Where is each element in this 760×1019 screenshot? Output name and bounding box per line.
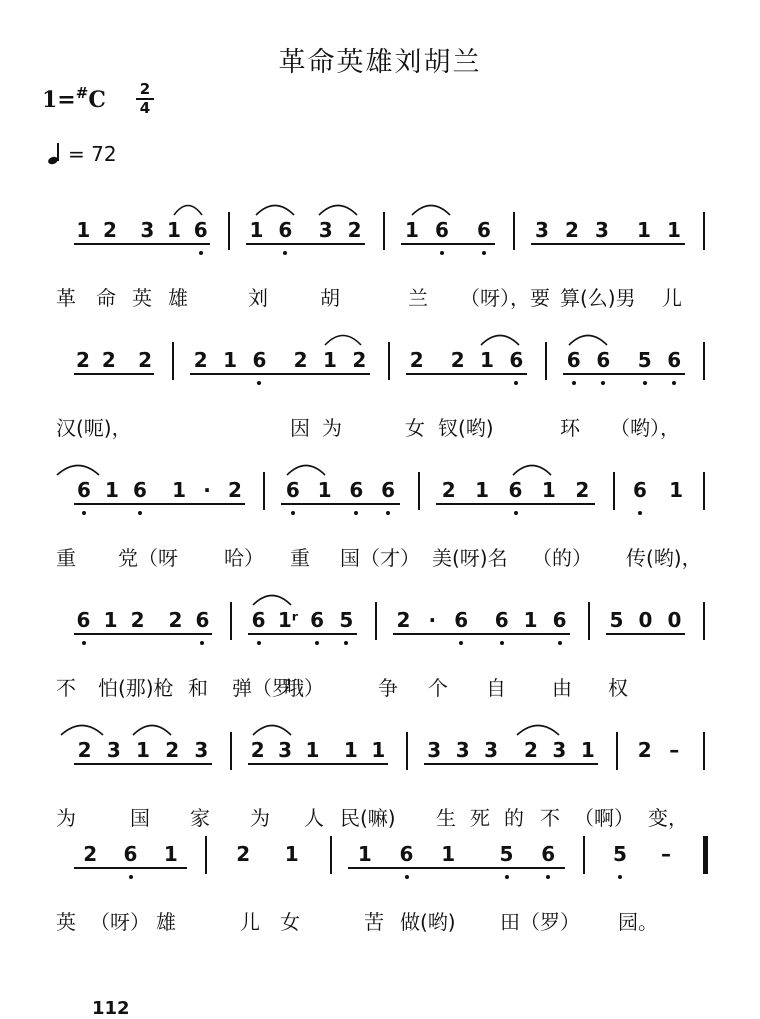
slur-arc [252, 722, 292, 736]
low-octave-dot-icon [138, 511, 142, 515]
jianpu-note: 3 [194, 738, 209, 762]
low-octave-dot-icon [129, 875, 133, 879]
lyric-syllable: 不 [540, 806, 560, 830]
time-signature-bottom: 4 [139, 99, 151, 117]
jianpu-note: 1 [667, 218, 681, 242]
lyrics-row [0, 672, 760, 702]
beam-line [246, 243, 365, 245]
lyrics-row [0, 412, 760, 442]
jianpu-note: 1 [322, 348, 337, 372]
lyric-syllable: （啊） [574, 806, 634, 830]
jianpu-note: 1 [343, 738, 358, 762]
jianpu-note: 3 [484, 738, 499, 762]
beam-line [401, 243, 495, 245]
jianpu-note: 2 [193, 348, 208, 372]
barline [588, 602, 590, 640]
jianpu-note: 1 [305, 738, 320, 762]
jianpu-note: 2 [250, 738, 265, 762]
lyric-syllable: 不 [56, 676, 76, 700]
low-octave-dot-icon [514, 511, 518, 515]
jianpu-note: 6 [283, 478, 303, 502]
jianpu-note: 3 [140, 218, 155, 242]
jianpu-note: 1 [669, 478, 684, 502]
barline [406, 732, 408, 770]
jianpu-note: 3 [535, 218, 549, 242]
lyric-syllable: 命 [96, 286, 116, 310]
jianpu-note: 2 [77, 738, 92, 762]
jianpu-note: 0 [667, 608, 682, 632]
jianpu-note: 1 [136, 738, 150, 762]
jianpu-note: 6 [630, 478, 650, 502]
jianpu-note: 1 [523, 608, 538, 632]
jianpu-note: 5 [610, 842, 630, 866]
jianpu-note: 6 [397, 842, 417, 866]
barline [388, 342, 390, 380]
jianpu-note: 1 [480, 348, 494, 372]
barline [263, 472, 265, 510]
key-letter: C [88, 87, 106, 113]
lyric-syllable: 钗(哟) [438, 416, 494, 440]
slur-arc [252, 592, 292, 606]
low-octave-dot-icon [500, 641, 504, 645]
lyric-syllable: 胡 [320, 286, 340, 310]
jianpu-note: 2 [347, 218, 362, 242]
lyric-syllable: 为 [250, 806, 270, 830]
low-octave-dot-icon [200, 641, 204, 645]
lyric-syllable: 怕(那)枪 [98, 676, 174, 700]
beam-line [74, 243, 210, 245]
beam-line [281, 503, 400, 505]
lyric-syllable: 和 [188, 676, 208, 700]
jianpu-note: 6 [378, 478, 398, 502]
jianpu-note: 1 [172, 478, 187, 502]
lyric-syllable: 为 [56, 806, 76, 830]
low-octave-dot-icon [638, 511, 642, 515]
jianpu-note: – [661, 842, 671, 866]
jianpu-note: 6 [249, 348, 269, 372]
barline [703, 732, 705, 770]
lyric-syllable: 家 [190, 806, 210, 830]
jianpu-note: 6 [474, 218, 494, 242]
low-octave-dot-icon [440, 251, 444, 255]
jianpu-note: 1 [76, 218, 91, 242]
lyric-syllable: 算(么)男 [560, 286, 636, 310]
low-octave-dot-icon [283, 251, 287, 255]
low-octave-dot-icon [315, 641, 319, 645]
lyrics-row [0, 542, 760, 572]
jianpu-note: 6 [538, 842, 558, 866]
jianpu-note: 2 [168, 608, 183, 632]
low-octave-dot-icon [291, 511, 295, 515]
lyric-syllable: 儿 [662, 286, 682, 310]
low-octave-dot-icon [514, 381, 518, 385]
jianpu-note: 3 [278, 738, 293, 762]
low-octave-dot-icon [572, 381, 576, 385]
jianpu-note: 2 [441, 478, 456, 502]
jianpu-note: 2 [130, 608, 145, 632]
jianpu-note: 3 [106, 738, 121, 762]
beam-line [248, 633, 357, 635]
barline [172, 342, 174, 380]
jianpu-note: 2 [575, 478, 590, 502]
slur-arc [60, 722, 104, 736]
lyric-syllable: 苦 [364, 910, 384, 934]
beam-line [348, 867, 565, 869]
slur-arc [512, 462, 552, 476]
song-title: 革命英雄刘胡兰 [278, 47, 482, 78]
slur-arc [56, 462, 100, 476]
notes-row [0, 218, 760, 258]
beam-line [393, 633, 570, 635]
beam-line [424, 763, 598, 765]
notation-system [0, 196, 760, 316]
beam-line [563, 373, 685, 375]
key-signature [42, 84, 106, 113]
low-octave-dot-icon [672, 381, 676, 385]
lyric-syllable: 争 [378, 676, 398, 700]
barline [230, 732, 232, 770]
jianpu-note: 1 [637, 218, 651, 242]
jianpu-note: 2 [236, 842, 251, 866]
slur-arc [173, 202, 203, 216]
time-signature-top: 2 [139, 80, 151, 98]
barline [613, 472, 615, 510]
jianpu-note: 2 [352, 348, 367, 372]
jianpu-note: 5 [497, 842, 517, 866]
lyric-syllable: 英 [132, 286, 152, 310]
jianpu-note: 6 [451, 608, 471, 632]
sharp-icon: # [75, 84, 89, 102]
barline [616, 732, 618, 770]
slur-arc [286, 462, 326, 476]
lyric-syllable: （呀） [90, 910, 150, 934]
low-octave-dot-icon [82, 641, 86, 645]
slur-arc [516, 722, 560, 736]
jianpu-note: 6 [74, 608, 94, 632]
jianpu-note: 1 [284, 842, 299, 866]
jianpu-note: 5 [336, 608, 356, 632]
lyric-syllable: 革 [56, 286, 76, 310]
beam-line [74, 633, 212, 635]
jianpu-note: 1 [223, 348, 238, 372]
jianpu-note: 6 [121, 842, 141, 866]
jianpu-note: 1 [441, 842, 456, 866]
jianpu-note: 1 [249, 218, 264, 242]
lyric-syllable: 死 [470, 806, 490, 830]
beam-line [248, 763, 388, 765]
low-octave-dot-icon [505, 875, 509, 879]
lyric-syllable: （呀），要 [460, 286, 550, 310]
lyric-syllable: 园。 [618, 910, 658, 934]
low-octave-dot-icon [459, 641, 463, 645]
notes-row [0, 738, 760, 778]
lyric-syllable: 传(哟)， [626, 546, 702, 570]
jianpu-note: 3 [427, 738, 442, 762]
lyric-syllable: 人 [304, 806, 324, 830]
low-octave-dot-icon [257, 641, 261, 645]
lyric-syllable: 为 [322, 416, 342, 440]
jianpu-note: 1 [371, 738, 386, 762]
jianpu-note: 3 [455, 738, 470, 762]
low-octave-dot-icon [199, 251, 203, 255]
jianpu-note: 6 [74, 478, 94, 502]
low-octave-dot-icon [386, 511, 390, 515]
jianpu-note: – [669, 738, 680, 762]
jianpu-note: 6 [192, 608, 212, 632]
jianpu-note: · [428, 608, 437, 632]
jianpu-note: 2 [138, 348, 152, 372]
jianpu-note: 5 [609, 608, 624, 632]
jianpu-note: 1 [103, 608, 118, 632]
jianpu-note: 2 [637, 738, 652, 762]
low-octave-dot-icon [482, 251, 486, 255]
lyric-syllable: 权 [608, 676, 628, 700]
low-octave-dot-icon [618, 875, 622, 879]
jianpu-note: 2 [409, 348, 424, 372]
tempo-text: = 72 [68, 142, 117, 166]
lyric-syllable: 美(呀)名 [432, 546, 508, 570]
jianpu-note: 2 [523, 738, 538, 762]
lyric-syllable: 兰 [408, 286, 428, 310]
lyric-syllable: 的 [504, 806, 524, 830]
lyric-syllable: 弹（罗 [232, 676, 292, 700]
jianpu-note: 6 [564, 348, 584, 372]
lyric-syllable: 哦） [284, 676, 324, 700]
jianpu-note: 2 [75, 348, 90, 372]
barline [703, 836, 708, 874]
low-octave-dot-icon [344, 641, 348, 645]
jianpu-note: 0 [638, 608, 653, 632]
notation-system [0, 326, 760, 446]
jianpu-note: 6 [346, 478, 366, 502]
jianpu-note: 3 [595, 218, 609, 242]
barline [703, 602, 705, 640]
low-octave-dot-icon [558, 641, 562, 645]
lyric-syllable: 儿 [240, 910, 260, 934]
jianpu-note: 5 [635, 348, 655, 372]
jianpu-note: 1 [357, 842, 372, 866]
lyric-syllable: 哈） [224, 546, 264, 570]
lyrics-row [0, 282, 760, 312]
barline [545, 342, 547, 380]
jianpu-note: 2 [83, 842, 98, 866]
notes-row [0, 842, 760, 882]
lyric-syllable: 环 [560, 416, 580, 440]
beam-line [406, 373, 527, 375]
notation-system [0, 456, 760, 576]
jianpu-note: 1 [580, 738, 595, 762]
lyric-syllable: 民(嘛) [340, 806, 396, 830]
lyric-syllable: 做(哟) [400, 910, 456, 934]
beam-line [606, 633, 685, 635]
barline [703, 472, 705, 510]
lyric-syllable: 汉(呃)， [56, 416, 132, 440]
notes-row [0, 348, 760, 388]
beam-line [531, 243, 685, 245]
jianpu-note: · [203, 478, 211, 502]
jianpu-note: 1ʳ [277, 608, 299, 632]
low-octave-dot-icon [257, 381, 261, 385]
jianpu-note: 1 [475, 478, 490, 502]
low-octave-dot-icon [601, 381, 605, 385]
jianpu-note: 6 [307, 608, 327, 632]
barline [205, 836, 207, 874]
slur-arc [411, 202, 451, 216]
beam-line [436, 503, 595, 505]
jianpu-note: 6 [506, 348, 526, 372]
lyric-syllable: 女 [280, 910, 300, 934]
jianpu-note: 1 [163, 842, 178, 866]
lyric-syllable: 重 [290, 546, 310, 570]
barline [230, 602, 232, 640]
barline [375, 602, 377, 640]
slur-arc [132, 722, 172, 736]
page-number: 112 [92, 998, 130, 1019]
low-octave-dot-icon [354, 511, 358, 515]
barline [703, 212, 705, 250]
barline [330, 836, 332, 874]
lyric-syllable: 刘 [248, 286, 268, 310]
barline [513, 212, 515, 250]
jianpu-note: 2 [396, 608, 411, 632]
jianpu-note: 2 [101, 348, 116, 372]
jianpu-note: 1 [405, 218, 419, 242]
tempo-marking [48, 142, 117, 166]
notation-system [0, 716, 760, 836]
jianpu-note: 6 [191, 218, 211, 242]
slur-arc [568, 332, 608, 346]
lyric-syllable: 重 [56, 546, 76, 570]
jianpu-note: 6 [550, 608, 570, 632]
jianpu-note: 2 [228, 478, 242, 502]
barline [418, 472, 420, 510]
beam-line [74, 867, 187, 869]
jianpu-note: 6 [492, 608, 512, 632]
low-octave-dot-icon [82, 511, 86, 515]
lyric-syllable: 国 [130, 806, 150, 830]
jianpu-note: 6 [432, 218, 452, 242]
lyric-syllable: 由 [552, 676, 572, 700]
lyric-syllable: 变， [648, 806, 688, 830]
jianpu-note: 6 [130, 478, 150, 502]
jianpu-note: 6 [593, 348, 613, 372]
lyric-syllable: （的） [532, 546, 592, 570]
slur-arc [255, 202, 295, 216]
notes-row [0, 608, 760, 648]
jianpu-note: 1 [104, 478, 119, 502]
beam-line [74, 503, 245, 505]
beam-line [74, 763, 212, 765]
low-octave-dot-icon [546, 875, 550, 879]
barline [383, 212, 385, 250]
key-prefix: 1= [42, 87, 76, 113]
jianpu-note: 2 [293, 348, 308, 372]
lyric-syllable: （哟）， [610, 416, 680, 440]
lyric-syllable: 自 [486, 676, 506, 700]
low-octave-dot-icon [643, 381, 647, 385]
beam-line [74, 373, 154, 375]
jianpu-note: 2 [165, 738, 180, 762]
jianpu-note: 1 [317, 478, 332, 502]
lyric-syllable: 党（呀 [118, 546, 178, 570]
lyric-syllable: 个 [428, 676, 448, 700]
barline [228, 212, 230, 250]
slur-arc [324, 332, 362, 346]
slur-arc [480, 332, 520, 346]
jianpu-note: 3 [552, 738, 567, 762]
jianpu-note: 6 [275, 218, 295, 242]
lyric-syllable: 雄 [168, 286, 188, 310]
jianpu-note: 3 [318, 218, 333, 242]
slur-arc [318, 202, 358, 216]
jianpu-note: 6 [506, 478, 526, 502]
jianpu-note: 1 [167, 218, 181, 242]
notation-system [0, 586, 760, 706]
jianpu-note: 2 [565, 218, 579, 242]
lyric-syllable: 生 [436, 806, 456, 830]
jianpu-note: 2 [103, 218, 117, 242]
jianpu-note: 6 [664, 348, 684, 372]
notation-system [0, 820, 760, 940]
quarter-note-icon [48, 144, 60, 164]
time-signature [136, 82, 154, 116]
lyric-syllable: 因 [290, 416, 310, 440]
lyrics-row [0, 906, 760, 936]
low-octave-dot-icon [405, 875, 409, 879]
jianpu-note: 1 [541, 478, 556, 502]
lyric-syllable: 雄 [156, 910, 176, 934]
barline [703, 342, 705, 380]
notes-row [0, 478, 760, 518]
beam-line [190, 373, 370, 375]
lyric-syllable: 英 [56, 910, 76, 934]
jianpu-note: 6 [249, 608, 269, 632]
jianpu-note: 2 [450, 348, 465, 372]
lyric-syllable: 女 [405, 416, 425, 440]
lyric-syllable: 田（罗） [500, 910, 580, 934]
lyric-syllable: 国（才） [340, 546, 420, 570]
barline [583, 836, 585, 874]
